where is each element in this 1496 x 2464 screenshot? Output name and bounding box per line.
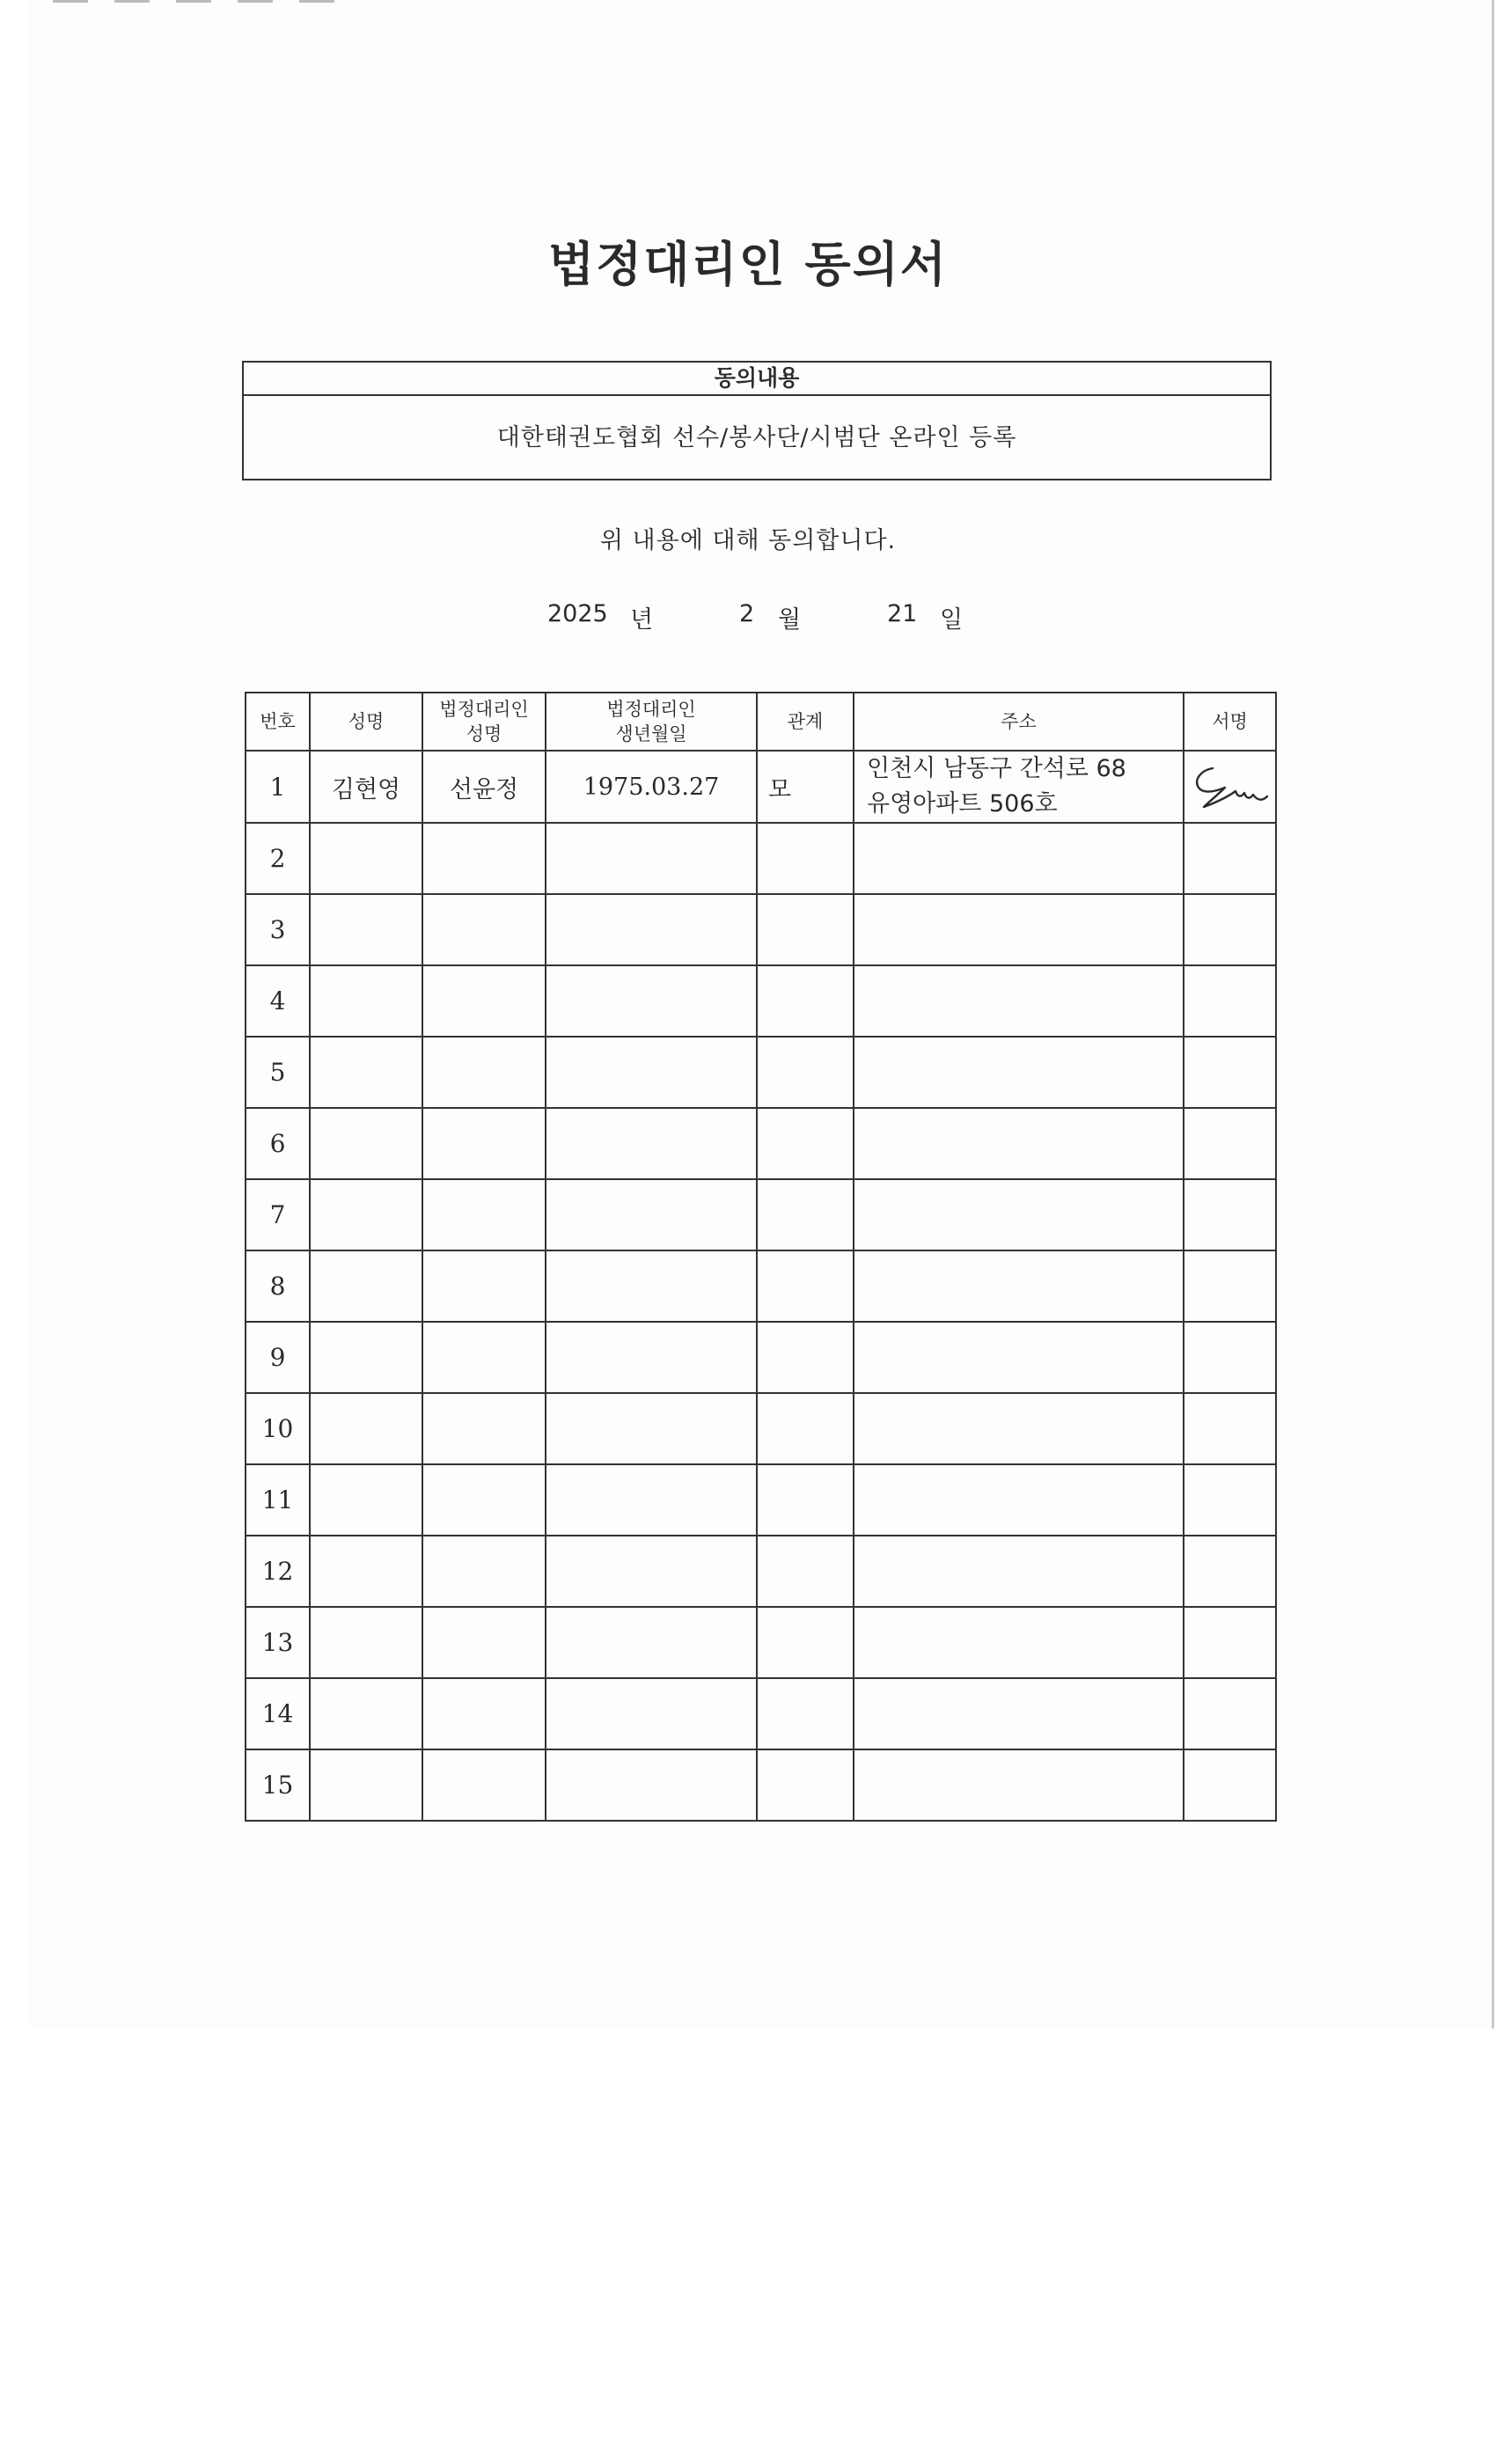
agreement-statement: 위 내용에 대해 동의합니다. (599, 527, 897, 554)
cell-relation: 모 (757, 751, 854, 823)
signature-stroke (1197, 768, 1267, 807)
table-row-8 (246, 1250, 1276, 1322)
cell-relation (757, 1607, 854, 1678)
cell-name (310, 1108, 422, 1179)
cell-guardian-birth (546, 1250, 757, 1322)
cell-signature (1184, 1037, 1276, 1108)
cell-name (310, 965, 422, 1037)
cell-no: 3 (246, 894, 310, 965)
table-header-row (246, 693, 1276, 751)
cell-guardian-name: 선윤정 (422, 751, 546, 823)
cell-guardian-birth (546, 1393, 757, 1464)
cell-relation (757, 1322, 854, 1393)
cell-signature (1184, 1749, 1276, 1821)
table-row-9 (246, 1322, 1276, 1393)
cell-guardian-name (422, 1179, 546, 1250)
cell-relation (757, 1393, 854, 1464)
cell-address (854, 965, 1184, 1037)
date-day-unit: 일 (940, 606, 964, 634)
cell-name (310, 1250, 422, 1322)
header-guardian-name-line2: 성명 (466, 723, 502, 744)
cell-guardian-birth (546, 1322, 757, 1393)
cell-no: 10 (246, 1393, 310, 1464)
scan-edge-line (1492, 0, 1494, 2028)
cell-guardian-name (422, 823, 546, 894)
consent-content-text: 대한태권도협회 선수/봉사단/시범단 온라인 등록 (496, 424, 1017, 451)
consent-content-header: 동의내용 (244, 363, 1270, 396)
cell-guardian-name (422, 965, 546, 1037)
header-signature: 서명 (1184, 693, 1276, 751)
cell-address (854, 1179, 1184, 1250)
cell-address (854, 1678, 1184, 1749)
cell-guardian-birth: 1975.03.27 (546, 751, 757, 823)
cell-no: 5 (246, 1037, 310, 1108)
cell-address (854, 1322, 1184, 1393)
guardian-consent-table (245, 692, 1277, 1822)
table-row-10 (246, 1393, 1276, 1464)
cell-guardian-birth (546, 1749, 757, 1821)
cell-relation (757, 1250, 854, 1322)
cell-name (310, 1322, 422, 1393)
consent-content-box (242, 361, 1272, 480)
cell-guardian-birth (546, 965, 757, 1037)
date-month-unit: 월 (778, 606, 802, 634)
cell-signature (1184, 1108, 1276, 1179)
cell-address (854, 1108, 1184, 1179)
cell-guardian-name (422, 1322, 546, 1393)
cell-signature (1184, 965, 1276, 1037)
cell-address (854, 1250, 1184, 1322)
table-row-6 (246, 1108, 1276, 1179)
cell-no: 13 (246, 1607, 310, 1678)
cell-guardian-birth (546, 1179, 757, 1250)
cell-name: 김현영 (310, 751, 422, 823)
cell-signature (1184, 1250, 1276, 1322)
cell-signature (1184, 1322, 1276, 1393)
cell-relation (757, 1678, 854, 1749)
cell-guardian-name (422, 1536, 546, 1607)
cell-guardian-birth (546, 1108, 757, 1179)
cell-address (854, 823, 1184, 894)
cell-guardian-name (422, 894, 546, 965)
table-row-7 (246, 1179, 1276, 1250)
cell-guardian-birth (546, 1678, 757, 1749)
cell-signature (1184, 894, 1276, 965)
cell-name (310, 1536, 422, 1607)
table-row-1 (246, 751, 1276, 823)
cell-relation (757, 1179, 854, 1250)
cell-name (310, 1393, 422, 1464)
header-no: 번호 (246, 693, 310, 751)
cell-address (854, 751, 1184, 823)
handwritten-signature (1186, 756, 1274, 818)
cell-name (310, 823, 422, 894)
cell-no: 4 (246, 965, 310, 1037)
header-address: 주소 (854, 693, 1184, 751)
cell-no: 2 (246, 823, 310, 894)
cell-signature (1184, 1464, 1276, 1536)
date-year: 2025 (547, 600, 608, 627)
cell-no: 6 (246, 1108, 310, 1179)
cell-guardian-birth (546, 1536, 757, 1607)
date-month: 2 (739, 600, 755, 627)
cell-no: 11 (246, 1464, 310, 1536)
cell-guardian-name (422, 1108, 546, 1179)
document-title: 법정대리인 동의서 (547, 237, 949, 292)
date-year-unit: 년 (630, 606, 654, 634)
cell-signature (1184, 1393, 1276, 1464)
table-row-12 (246, 1536, 1276, 1607)
table-row-14 (246, 1678, 1276, 1749)
table-row-2 (246, 823, 1276, 894)
cell-guardian-birth (546, 1464, 757, 1536)
cell-guardian-birth (546, 1037, 757, 1108)
cell-no: 8 (246, 1250, 310, 1322)
header-guardian-birth-line2: 생년월일 (615, 723, 687, 744)
cell-signature (1184, 1536, 1276, 1607)
cell-name (310, 1179, 422, 1250)
cell-address (854, 894, 1184, 965)
cell-address-line1: 인천시 남동구 간석로 68 (867, 755, 1126, 782)
header-guardian-birth (546, 693, 757, 751)
table-row-15 (246, 1749, 1276, 1821)
table-row-3 (246, 894, 1276, 965)
scan-top-marks (53, 0, 334, 3)
cell-guardian-name (422, 1678, 546, 1749)
cell-relation (757, 965, 854, 1037)
cell-address (854, 1607, 1184, 1678)
table-row-5 (246, 1037, 1276, 1108)
cell-signature (1184, 751, 1276, 823)
cell-address-line2: 유영아파트 506호 (867, 790, 1058, 818)
date-day: 21 (887, 600, 918, 627)
cell-guardian-name (422, 1464, 546, 1536)
cell-guardian-birth (546, 823, 757, 894)
cell-no: 1 (246, 751, 310, 823)
cell-name (310, 894, 422, 965)
cell-relation (757, 1108, 854, 1179)
cell-no: 12 (246, 1536, 310, 1607)
cell-address (854, 1536, 1184, 1607)
cell-guardian-birth (546, 1607, 757, 1678)
cell-guardian-name (422, 1393, 546, 1464)
header-guardian-birth-line1: 법정대리인 (606, 699, 696, 720)
header-guardian-name (422, 693, 546, 751)
cell-guardian-name (422, 1749, 546, 1821)
cell-guardian-name (422, 1037, 546, 1108)
cell-no: 15 (246, 1749, 310, 1821)
cell-name (310, 1037, 422, 1108)
cell-address (854, 1393, 1184, 1464)
cell-signature (1184, 823, 1276, 894)
cell-signature (1184, 1607, 1276, 1678)
cell-no: 9 (246, 1322, 310, 1393)
header-name: 성명 (310, 693, 422, 751)
cell-no: 14 (246, 1678, 310, 1749)
cell-guardian-name (422, 1250, 546, 1322)
cell-name (310, 1464, 422, 1536)
table-row-13 (246, 1607, 1276, 1678)
cell-address (854, 1749, 1184, 1821)
cell-relation (757, 1749, 854, 1821)
header-relation: 관계 (757, 693, 854, 751)
cell-relation (757, 894, 854, 965)
cell-no: 7 (246, 1179, 310, 1250)
cell-name (310, 1749, 422, 1821)
cell-relation (757, 823, 854, 894)
cell-relation (757, 1464, 854, 1536)
cell-address (854, 1464, 1184, 1536)
header-guardian-name-line1: 법정대리인 (439, 699, 529, 720)
cell-address (854, 1037, 1184, 1108)
cell-name (310, 1607, 422, 1678)
cell-relation (757, 1536, 854, 1607)
cell-guardian-name (422, 1607, 546, 1678)
table-row-11 (246, 1464, 1276, 1536)
cell-guardian-birth (546, 894, 757, 965)
table-row-4 (246, 965, 1276, 1037)
cell-relation (757, 1037, 854, 1108)
cell-signature (1184, 1179, 1276, 1250)
cell-name (310, 1678, 422, 1749)
cell-signature (1184, 1678, 1276, 1749)
